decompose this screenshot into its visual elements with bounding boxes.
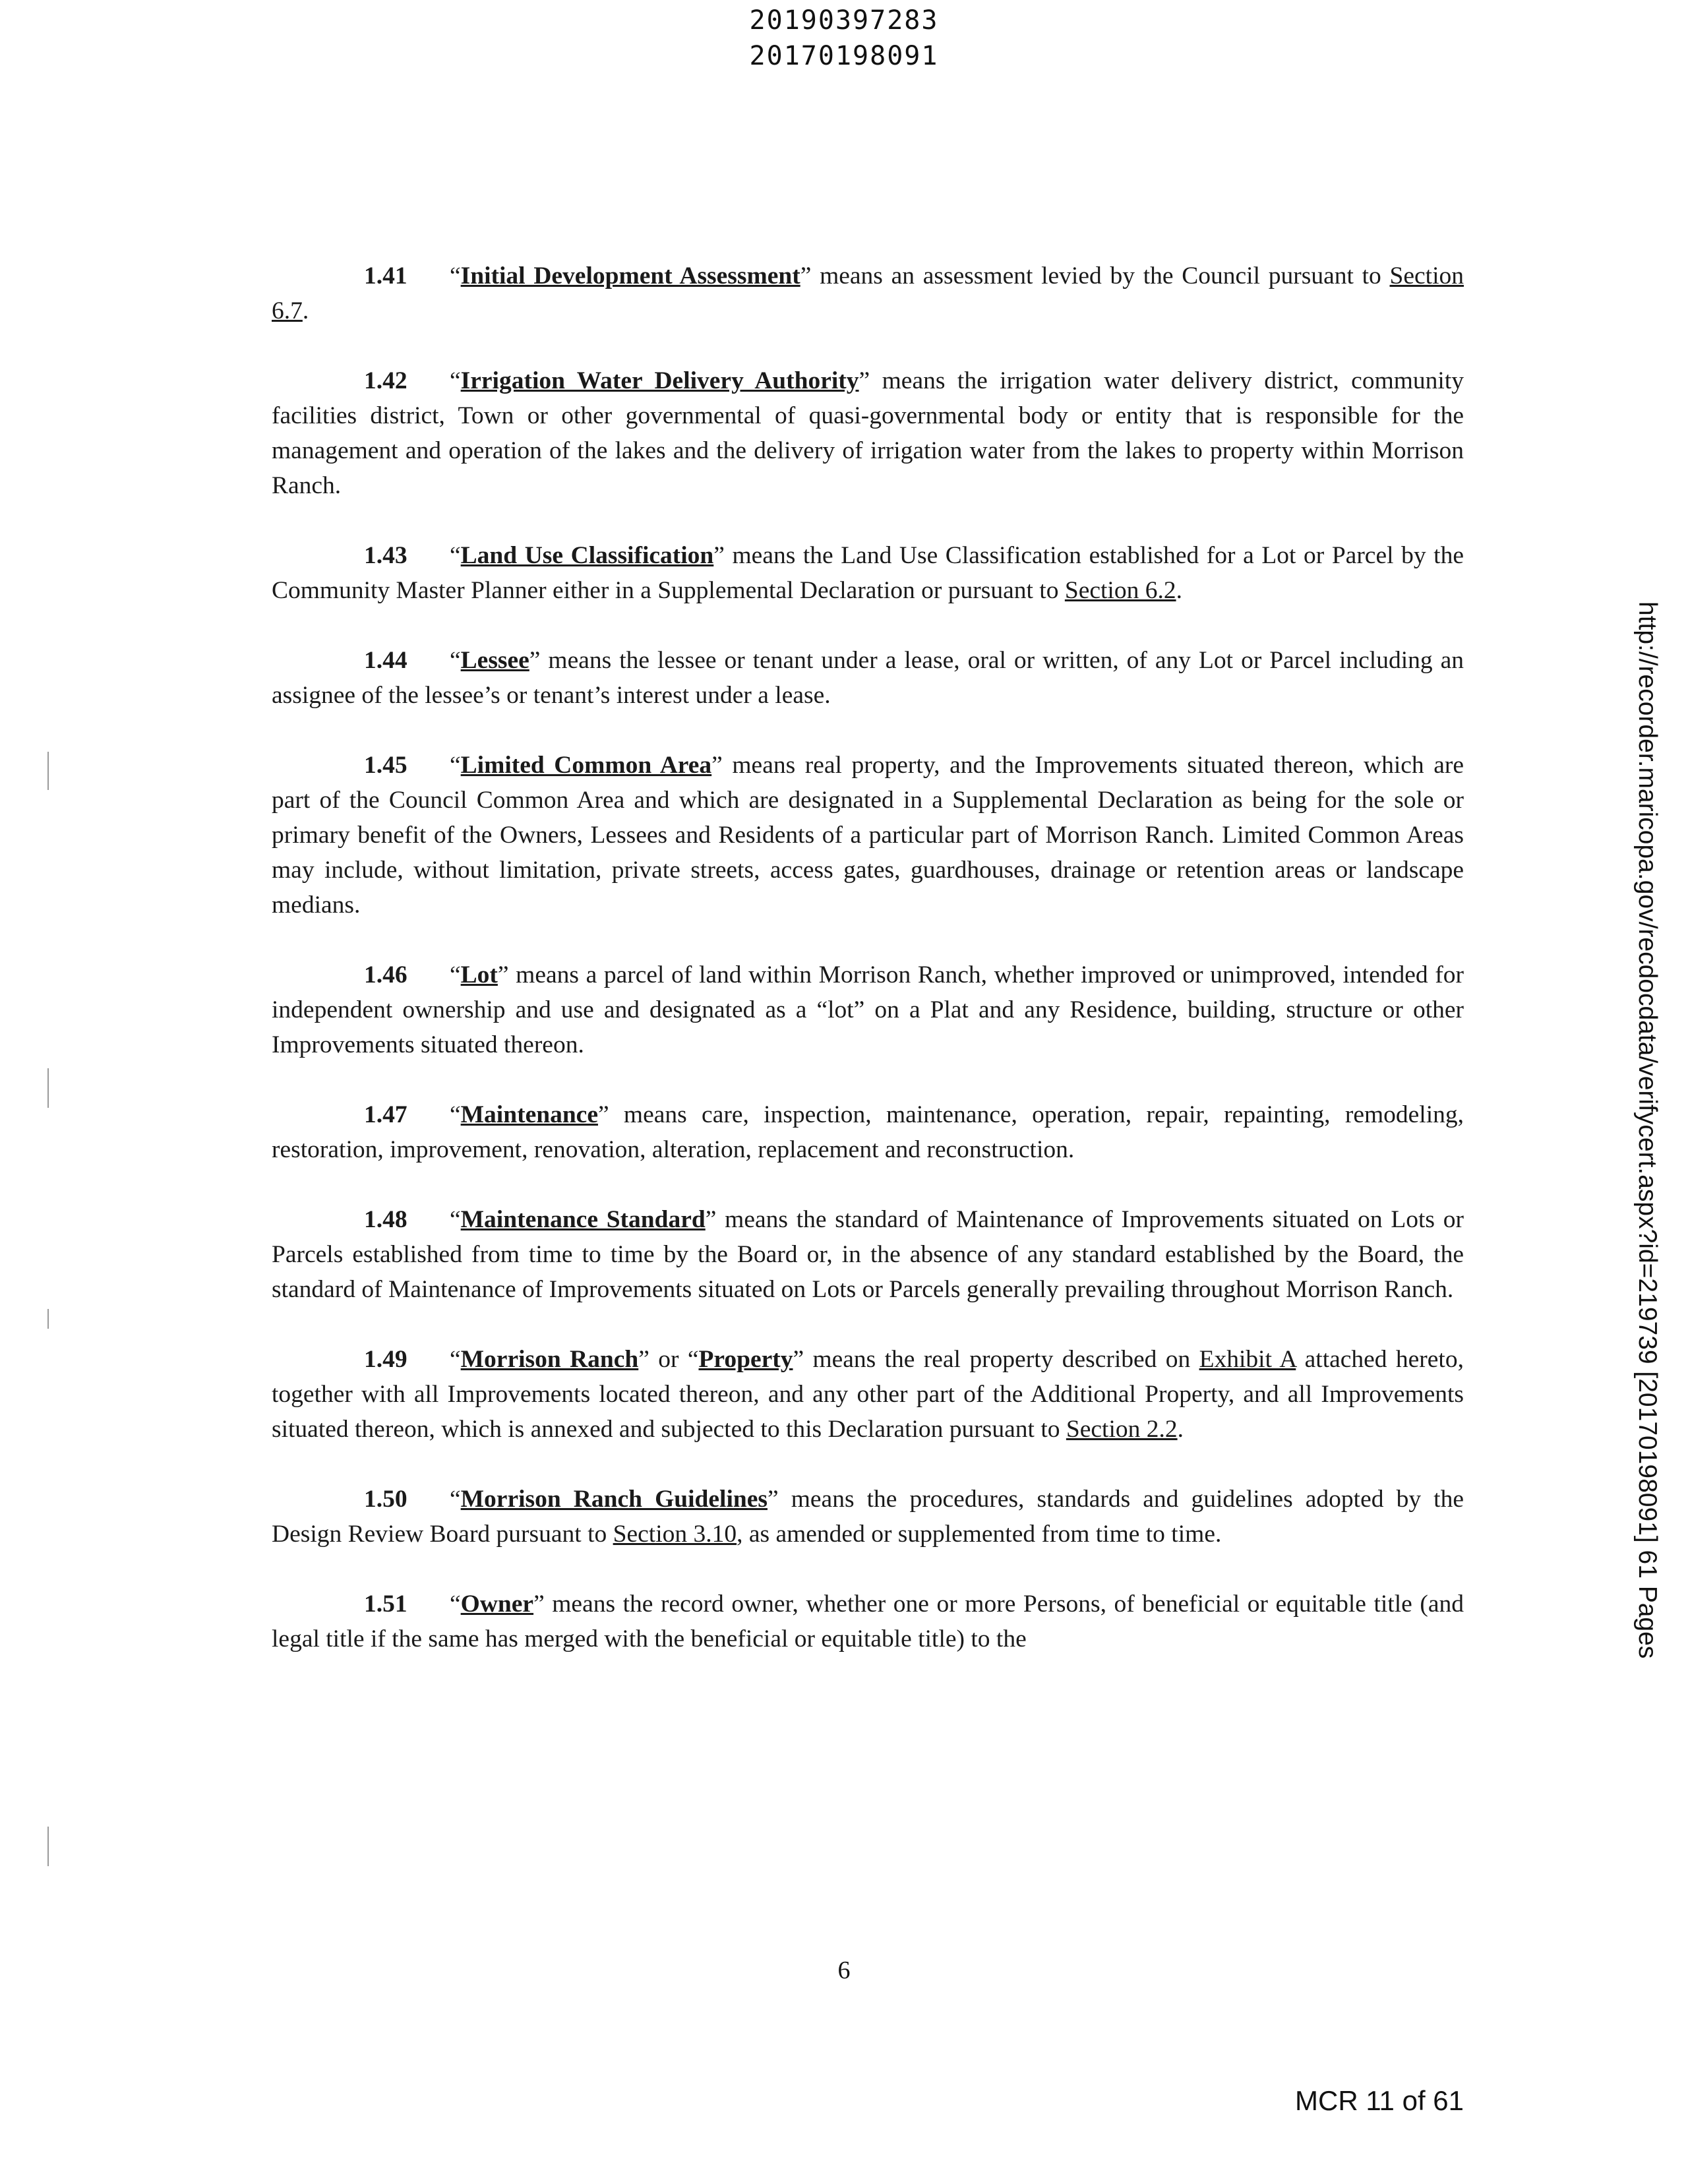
- defined-term: Morrison Ranch Guidelines: [460, 1486, 768, 1513]
- mcr-page-label: MCR 11 of 61: [1295, 2085, 1464, 2116]
- verification-url-stamp: http://recorder.maricopa.gov/recdocdata/verifycert.aspx?id=219739 [20170198091] 61 Pages: [1633, 601, 1662, 1659]
- scan-mark: [47, 1309, 49, 1329]
- recording-number-2: 20170198091: [749, 41, 939, 71]
- section-number: 1.48: [364, 1206, 407, 1233]
- definition-text: attached hereto, together with all Improvements located thereon, and any other part of the Additional Property, and all Improvements situated thereon, which is annexed and subjected to this Declaration pursuant to: [272, 1346, 1464, 1443]
- defined-term: Maintenance Standard: [460, 1206, 706, 1233]
- defined-term: Irrigation Water Delivery Authority: [460, 367, 859, 394]
- definitions-body: [272, 258, 1464, 1691]
- definition-text: ” means the procedures, standards and guidelines adopted by the Design Review Board pursuant to: [272, 1486, 1464, 1548]
- section-number: 1.45: [364, 752, 407, 779]
- definition-text: ” means the Land Use Classification established for a Lot or Parcel by the Community Master Planner either in a Supplemental Declaration or pursuant to: [272, 542, 1464, 604]
- recording-numbers: [0, 3, 1688, 74]
- definition-text: “: [450, 752, 461, 779]
- section-number: 1.47: [364, 1101, 407, 1128]
- section-reference: Exhibit A: [1199, 1346, 1296, 1373]
- section-reference: Section 2.2: [1066, 1416, 1178, 1443]
- section-reference: Section 3.10: [613, 1521, 737, 1548]
- definition-text: ” means the irrigation water delivery district, community facilities district, Town or other governmental of quasi-governmental body or entity that is responsible for the management and operation of the lakes and the delivery of irrigation water from the lakes to property within Morrison Ranch.: [272, 367, 1464, 499]
- definition-paragraph: [272, 1587, 1464, 1656]
- section-number: 1.44: [364, 647, 407, 674]
- scan-mark: [47, 1827, 49, 1866]
- definition-paragraph: [272, 748, 1464, 923]
- page-number: 6: [837, 1957, 851, 1984]
- definition-text: ” or “: [638, 1346, 699, 1373]
- definition-paragraph: [272, 1482, 1464, 1552]
- defined-term: Lot: [460, 961, 498, 988]
- section-number: 1.46: [364, 961, 407, 988]
- section-number: 1.51: [364, 1591, 407, 1618]
- section-reference: Section 6.7: [272, 262, 1464, 324]
- defined-term: Initial Development Assessment: [460, 262, 800, 289]
- definition-paragraph: [272, 1342, 1464, 1447]
- definition-paragraph: [272, 1202, 1464, 1307]
- defined-term: Owner: [460, 1591, 534, 1618]
- section-number: 1.42: [364, 367, 407, 394]
- section-number: 1.50: [364, 1486, 407, 1513]
- definition-text: ” means a parcel of land within Morrison Ranch, whether improved or unimproved, intended for independent ownership and use and designated as a “lot” on a Plat and any Residence, building, structure or other Improvements situated thereon.: [272, 961, 1464, 1058]
- definition-text: ” means the real property described on: [793, 1346, 1199, 1373]
- definition-paragraph: [272, 363, 1464, 503]
- definition-paragraph: [272, 258, 1464, 328]
- definition-text: “: [450, 1591, 461, 1618]
- defined-term: Maintenance: [460, 1101, 598, 1128]
- definition-text: ” means the record owner, whether one or more Persons, of beneficial or equitable title (and legal title if the same has merged with the beneficial or equitable title) to the: [272, 1591, 1464, 1653]
- section-number: 1.49: [364, 1346, 407, 1373]
- definition-text: “: [450, 262, 461, 289]
- section-reference: Section 6.2: [1064, 577, 1176, 604]
- definition-paragraph: [272, 643, 1464, 713]
- definition-text: .: [1176, 577, 1182, 604]
- definition-text: “: [450, 1346, 461, 1373]
- defined-term: Land Use Classification: [460, 542, 714, 569]
- definition-text: .: [302, 297, 309, 324]
- definition-text: “: [450, 647, 461, 674]
- definition-paragraph: [272, 957, 1464, 1062]
- defined-term: Property: [698, 1346, 793, 1373]
- definition-text: “: [450, 1101, 461, 1128]
- recording-number-1: 20190397283: [749, 5, 939, 36]
- defined-term: Limited Common Area: [460, 752, 712, 779]
- section-number: 1.41: [364, 262, 407, 289]
- defined-term: Morrison Ranch: [460, 1346, 639, 1373]
- definition-paragraph: [272, 1097, 1464, 1167]
- definition-text: “: [450, 542, 461, 569]
- definition-text: ” means the standard of Maintenance of Improvements situated on Lots or Parcels established from time to time by the Board or, in the absence of any standard established by the Board, the standard of Maintenance of Improvements situated on Lots or Parcels generally prevailing throughout Morrison Ranch.: [272, 1206, 1464, 1303]
- definition-text: “: [450, 1486, 461, 1513]
- definition-text: “: [450, 367, 461, 394]
- definition-paragraph: [272, 538, 1464, 608]
- definition-text: , as amended or supplemented from time to time.: [737, 1521, 1222, 1548]
- definition-text: ” means care, inspection, maintenance, operation, repair, repainting, remodeling, restoration, improvement, renovation, alteration, replacement and reconstruction.: [272, 1101, 1464, 1163]
- scan-mark: [47, 752, 49, 790]
- definition-text: “: [450, 961, 461, 988]
- scan-mark: [47, 1068, 49, 1108]
- definition-text: ” means real property, and the Improvements situated thereon, which are part of the Council Common Area and which are designated in a Supplemental Declaration as being for the sole or primary benefit of the Owners, Lessees and Residents of a particular part of Morrison Ranch. Limited Common Areas may include, without limitation, private streets, access gates, guardhouses, drainage or retention areas or landscape medians.: [272, 752, 1464, 919]
- defined-term: Lessee: [460, 647, 529, 674]
- definition-text: ” means an assessment levied by the Council pursuant to: [800, 262, 1390, 289]
- section-number: 1.43: [364, 542, 407, 569]
- definition-text: .: [1177, 1416, 1184, 1443]
- definition-text: “: [450, 1206, 461, 1233]
- definition-text: ” means the lessee or tenant under a lease, oral or written, of any Lot or Parcel including an assignee of the lessee’s or tenant’s interest under a lease.: [272, 647, 1464, 709]
